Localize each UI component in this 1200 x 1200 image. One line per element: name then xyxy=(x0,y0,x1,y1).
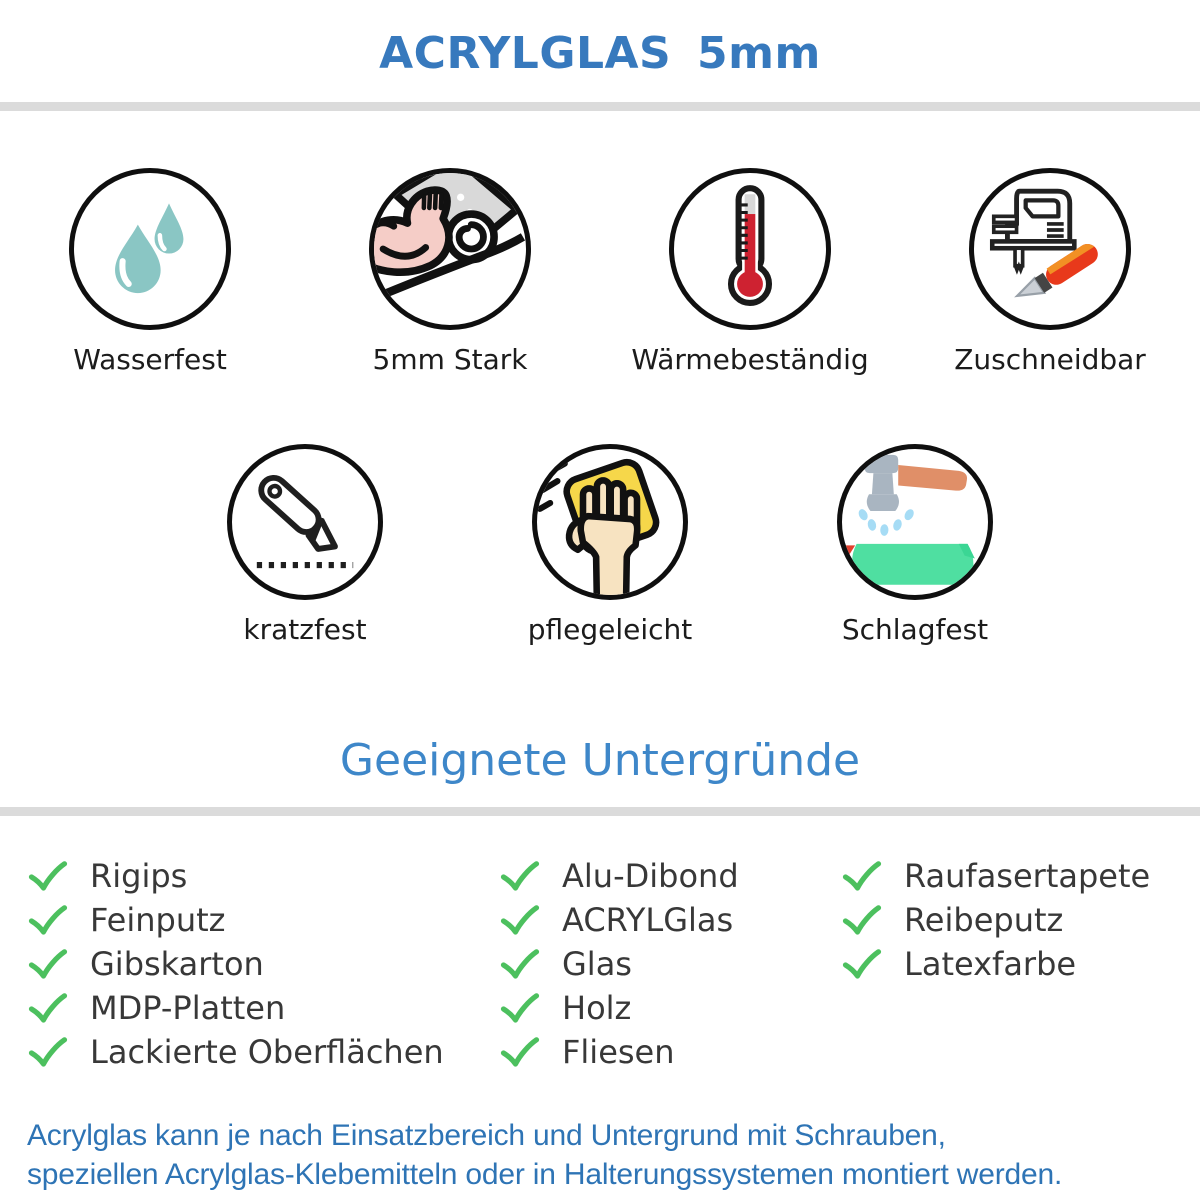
feature-scratch-resistant xyxy=(153,444,458,647)
muscle-arm-material-roll-icon xyxy=(369,168,531,330)
feature-heat-resistant xyxy=(600,168,900,377)
surface-item xyxy=(28,854,500,898)
feature-waterproof xyxy=(0,168,300,377)
check-icon xyxy=(28,905,68,935)
feature-label: Wasserfest xyxy=(73,343,227,376)
surface-item xyxy=(28,942,500,986)
surface-item xyxy=(28,1030,500,1074)
surface-label: Feinputz xyxy=(90,901,226,939)
feature-label: kratzfest xyxy=(243,613,367,646)
feature-row-2 xyxy=(20,444,1200,647)
surface-label: Reibeputz xyxy=(904,901,1064,939)
check-icon xyxy=(28,949,68,979)
surface-item xyxy=(500,942,842,986)
check-icon xyxy=(28,993,68,1023)
check-icon xyxy=(500,949,540,979)
hammer-impact-icon xyxy=(837,444,993,600)
surface-column-1 xyxy=(28,854,500,1074)
feature-easy-care xyxy=(458,444,763,647)
check-icon xyxy=(842,861,882,891)
surface-item xyxy=(500,898,842,942)
surface-item xyxy=(500,854,842,898)
jigsaw-and-cutter-icon xyxy=(969,168,1131,330)
surface-item xyxy=(842,854,1200,898)
section-title-suitable-surfaces: Geeignete Untergründe xyxy=(339,735,861,786)
check-icon xyxy=(500,1037,540,1067)
check-icon xyxy=(500,993,540,1023)
note-line: Acrylglas kann je nach Einsatzbereich und Untergrund mit Schrauben, xyxy=(27,1119,946,1152)
mounting-note xyxy=(0,1116,1200,1194)
surface-column-2 xyxy=(500,854,842,1074)
surface-label: Latexfarbe xyxy=(904,945,1077,983)
utility-knife-icon xyxy=(227,444,383,600)
surface-label: Raufasertapete xyxy=(904,857,1151,895)
check-icon xyxy=(842,905,882,935)
surface-label: Alu-Dibond xyxy=(562,857,739,895)
surface-label: Holz xyxy=(562,989,632,1027)
surface-label: Lackierte Oberflächen xyxy=(90,1033,444,1071)
check-icon xyxy=(28,861,68,891)
surface-label: Rigips xyxy=(90,857,188,895)
feature-impact-resistant xyxy=(763,444,1068,647)
surface-item xyxy=(28,986,500,1030)
surface-item xyxy=(28,898,500,942)
surface-item xyxy=(842,898,1200,942)
divider xyxy=(0,102,1200,111)
check-icon xyxy=(842,949,882,979)
surface-item xyxy=(842,942,1200,986)
surface-label: ACRYLGlas xyxy=(562,901,734,939)
surface-label: Gibskarton xyxy=(90,945,264,983)
surface-item xyxy=(500,1030,842,1074)
feature-row-1 xyxy=(0,168,1200,377)
water-drops-icon xyxy=(69,168,231,330)
hand-wiping-cloth-icon xyxy=(532,444,688,600)
page-title: ACRYLGLAS 5mm xyxy=(379,28,821,79)
surface-item xyxy=(500,986,842,1030)
check-icon xyxy=(500,861,540,891)
check-icon xyxy=(500,905,540,935)
feature-5mm-strong xyxy=(300,168,600,377)
thermometer-icon xyxy=(669,168,831,330)
feature-label: 5mm Stark xyxy=(372,343,528,376)
feature-label: Zuschneidbar xyxy=(954,343,1146,376)
feature-label: pflegeleicht xyxy=(527,613,693,646)
feature-label: Schlagfest xyxy=(841,613,989,646)
surface-label: MDP-Platten xyxy=(90,989,286,1027)
surface-label: Fliesen xyxy=(562,1033,675,1071)
note-line: speziellen Acrylglas-Klebemitteln oder in Halterungssystemen montiert werden. xyxy=(27,1158,1063,1191)
check-icon xyxy=(28,1037,68,1067)
feature-label: Wärmebeständig xyxy=(631,343,869,376)
divider xyxy=(0,807,1200,816)
surfaces-list xyxy=(0,854,1200,1074)
surface-column-3 xyxy=(842,854,1200,1074)
surface-label: Glas xyxy=(562,945,632,983)
feature-cuttable xyxy=(900,168,1200,377)
